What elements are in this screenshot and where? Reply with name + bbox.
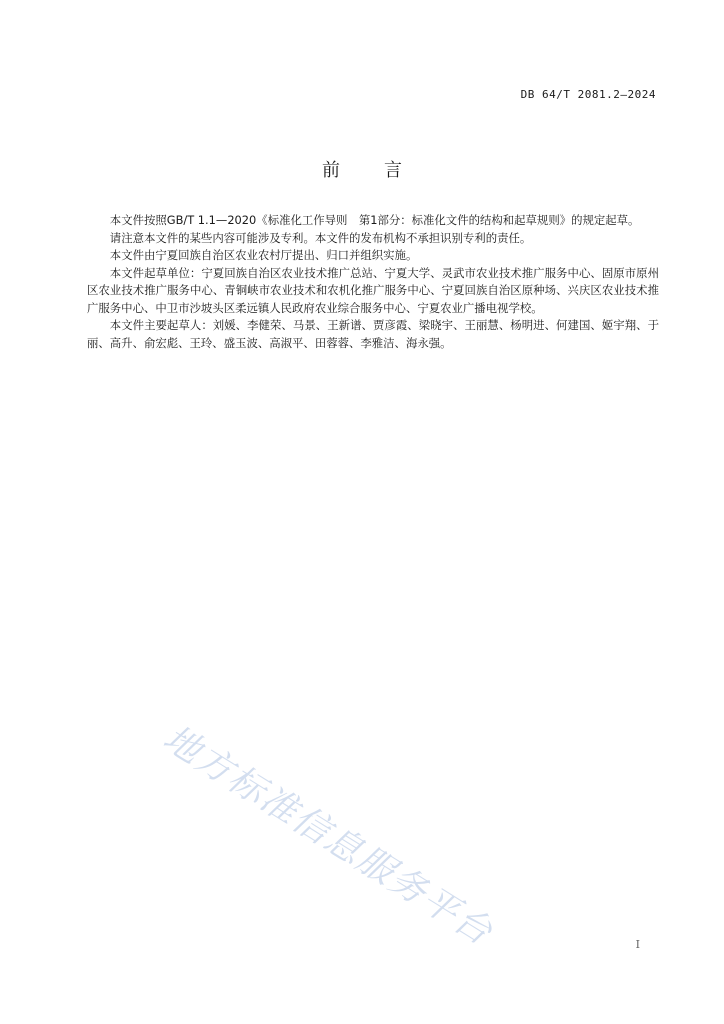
page-title: 前言 <box>322 160 446 181</box>
preface-body <box>87 212 659 352</box>
paragraph-patent-notice: 请注意本文件的某些内容可能涉及专利。本文件的发布机构不承担识别专利的责任。 <box>109 230 532 245</box>
watermark: 地方标准信息服务平台 <box>156 717 501 954</box>
paragraph-drafting-rules: 本文件按照GB/T 1.1—2020《标准化工作导则 第1部分：标准化文件的结构和起草规则》的规定起草。 <box>109 213 640 227</box>
page-number: I <box>635 938 640 951</box>
paragraph-drafting-units: 本文件起草单位：宁夏回族自治区农业技术推广总站、宁夏大学、灵武市农业技术推广服务中心、固原市原州区农业技术推广服务中心、青铜峡市农业技术和农机化推广服务中心、宁夏回族自治区原种场、兴庆区农业技术推广服务中心、中卫市沙坡头区柔远镇人民政府农业综合服务中心、宁夏农业广播电视学校。 <box>87 265 659 315</box>
document-code: DB 64/T 2081.2—2024 <box>520 88 656 101</box>
paragraph-drafters: 本文件主要起草人：刘媛、李健荣、马景、王新谱、贾彦霞、梁晓宇、王丽慧、杨明进、何建国、姬宇翔、于丽、高升、俞宏彪、王玲、盛玉波、高淑平、田蓉蓉、李雅洁、海永强。 <box>87 318 659 350</box>
paragraph-proposer: 本文件由宁夏回族自治区农业农村厅提出、归口并组织实施。 <box>109 248 418 262</box>
